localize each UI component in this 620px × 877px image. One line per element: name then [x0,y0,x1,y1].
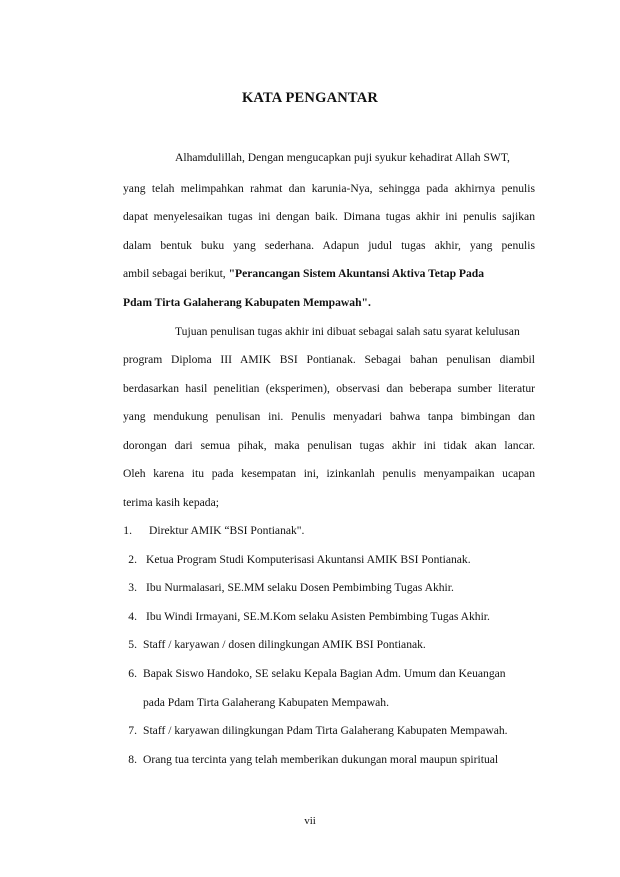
page-title: KATA PENGANTAR [241,90,379,106]
page-number: vii [304,815,316,827]
list-number: 5. [128,638,137,651]
list-number: 6. [128,667,137,680]
list-number: 1. [123,524,132,537]
list-text: Ibu Windi Irmayani, SE.M.Kom selaku Asisten Pembimbing Tugas Akhir. [146,610,490,623]
list-text: Ketua Program Studi Komputerisasi Akuntansi AMIK BSI Pontianak. [146,553,471,566]
paragraph-line [123,267,535,281]
document-title-line: Pdam Tirta Galaherang Kabupaten Mempawah". [123,296,371,309]
paragraph-line: dapat menyelesaikan tugas ini dengan baik. Dimana tugas akhir ini penulis sajikan [123,210,535,223]
paragraph-line: Tujuan penulisan tugas akhir ini dibuat sebagai salah satu syarat kelulusan [175,325,520,338]
list-text: Staff / karyawan dilingkungan Pdam Tirta Galaherang Kabupaten Mempawah. [143,724,508,737]
list-number: 3. [128,581,137,594]
paragraph-line: program Diploma III AMIK BSI Pontianak. Sebagai bahan penulisan diambil [123,353,535,366]
list-text: Bapak Siswo Handoko, SE selaku Kepala Bagian Adm. Umum dan Keuangan [143,667,506,680]
paragraph-line: yang mendukung penulisan ini. Penulis menyadari bahwa tanpa bimbingan dan [123,410,535,423]
list-number: 7. [128,724,137,737]
list-text: Orang tua tercinta yang telah memberikan dukungan moral maupun spiritual [143,753,499,766]
list-number: 8. [128,753,137,766]
paragraph-line: Oleh karena itu pada kesempatan ini, izinkanlah penulis menyampaikan ucapan [123,467,535,480]
paragraph-line: terima kasih kepada; [123,496,219,509]
list-text: Direktur AMIK “BSI Pontianak". [149,524,305,537]
list-text: pada Pdam Tirta Galaherang Kabupaten Mempawah. [143,696,389,709]
list-number: 4. [128,610,137,623]
paragraph-line: Alhamdulillah, Dengan mengucapkan puji syukur kehadirat Allah SWT, [175,151,510,164]
paragraph-line: berdasarkan hasil penelitian (eksperimen), observasi dan beberapa sumber literatur [123,382,535,395]
list-number: 2. [128,553,137,566]
paragraph-line: dalam bentuk buku yang sederhana. Adapun judul tugas akhir, yang penulis [123,239,535,252]
paragraph-text: ambil sebagai berikut, [123,267,229,280]
paragraph-line: dorongan dari semua pihak, maka penulisan tugas akhir ini tidak akan lancar. [123,439,535,452]
paragraph-line: yang telah melimpahkan rahmat dan karunia-Nya, sehingga pada akhirnya penulis [123,182,535,195]
document-title-text: "Perancangan Sistem Akuntansi Aktiva Tetap Pada [228,267,485,280]
list-text: Staff / karyawan / dosen dilingkungan AMIK BSI Pontianak. [143,638,426,651]
list-text: Ibu Nurmalasari, SE.MM selaku Dosen Pembimbing Tugas Akhir. [146,581,454,594]
